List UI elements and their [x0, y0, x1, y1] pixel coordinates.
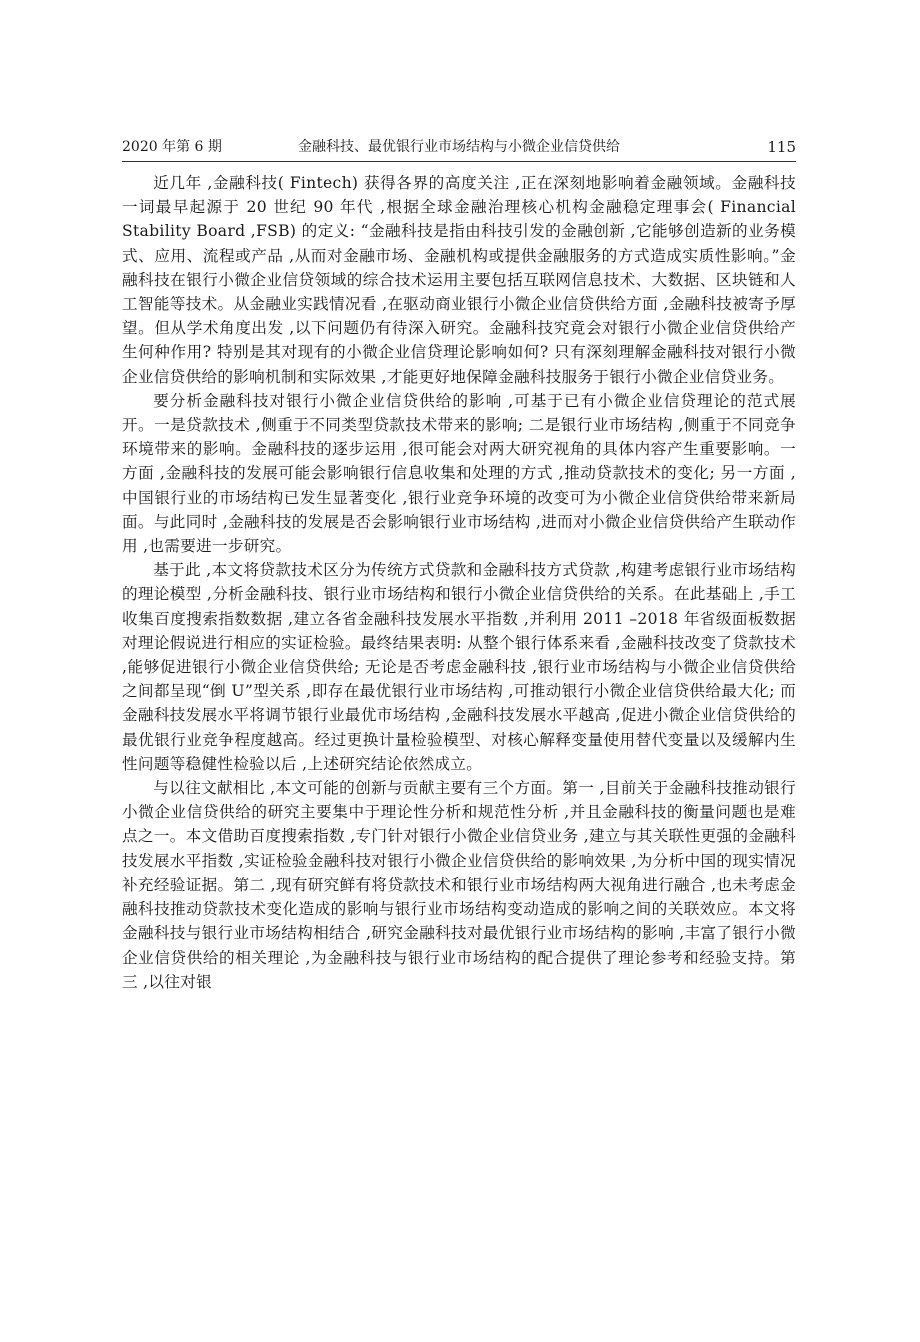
paragraph-1: 近几年 ,金融科技( Fintech) 获得各界的高度关注 ,正在深刻地影响着金融领域。金融科技一词最早起源于 20 世纪 90 年代 ,根据全球金融治理核心机构金融稳定理事会( Financial Stability Board ,FSB) 的定义: “金融科技是指由科技引发的金融创新 ,它能够创造新的业务模式、应用、流程或产品 ,从而对金融市场、金融机构或提供金融服务的方式造成实质性影响。”金融科技在银行小微企业信贷领域的综合技术运用主要包括互联网信息技术、大数据、区块链和人工智能等技术。从金融业实践情况看 ,在驱动商业银行小微企业信贷供给方面 ,金融科技被寄予厚望。但从学术角度出发 ,以下问题仍有待深入研究。金融科技究竟会对银行小微企业信贷供给产生何种作用? 特别是其对现有的小微企业信贷理论影响如何? 只有深刻理解金融科技对银行小微企业信贷供给的影响机制和实际效果 ,才能更好地保障金融科技服务于银行小微企业信贷业务。 [122, 174, 796, 386]
paragraph-4: 与以往文献相比 ,本文可能的创新与贡献主要有三个方面。第一 ,目前关于金融科技推动银行小微企业信贷供给的研究主要集中于理论性分析和规范性分析 ,并且金融科技的衡量问题也是难点之一。本文借助百度搜索指数 ,专门针对银行小微企业信贷业务 ,建立与其关联性更强的金融科技发展水平指数 ,实证检验金融科技对银行小微企业信贷供给的影响效果 ,为分析中国的现实情况补充经验证据。第二 ,现有研究鲜有将贷款技术和银行业市场结构两大视角进行融合 ,也未考虑金融科技推动贷款技术变化造成的影响与银行业市场结构变动造成的影响之间的关联效应。本文将金融科技与银行业市场结构相结合 ,研究金融科技对最优银行业市场结构的影响 ,丰富了银行小微企业信贷供给的相关理论 ,为金融科技与银行业市场结构的配合提供了理论参考和经验支持。第三 ,以往对银 [122, 779, 796, 991]
running-title: 金融科技、最优银行业市场结构与小微企业信贷供给 [298, 139, 620, 155]
page-number: 115 [767, 138, 796, 156]
running-header [122, 137, 796, 162]
paragraph-2: 要分析金融科技对银行小微企业信贷供给的影响 ,可基于已有小微企业信贷理论的范式展开。一是贷款技术 ,侧重于不同类型贷款技术带来的影响; 二是银行业市场结构 ,侧重于不同竞争环境带来的影响。金融科技的逐步运用 ,很可能会对两大研究视角的具体内容产生重要影响。一方面 ,金融科技的发展可能会影响银行信息收集和处理的方式 ,推动贷款技术的变化; 另一方面 ,中国银行业的市场结构已发生显著变化 ,银行业竞争环境的改变可为小微企业信贷供给带来新局面。与此同时 ,金融科技的发展是否会影响银行业市场结构 ,进而对小微企业信贷供给产生联动作用 ,也需要进一步研究。 [122, 391, 796, 556]
article-body [122, 171, 796, 994]
paragraph-3: 基于此 ,本文将贷款技术区分为传统方式贷款和金融科技方式贷款 ,构建考虑银行业市场结构的理论模型 ,分析金融科技、银行业市场结构和银行小微企业信贷供给的关系。在此基础上 ,手工收集百度搜索指数数据 ,建立各省金融科技发展水平指数 ,并利用 2011 –2018 年省级面板数据对理论假说进行相应的实证检验。最终结果表明: 从整个银行体系来看 ,金融科技改变了贷款技术 ,能够促进银行小微企业信贷供给; 无论是否考虑金融科技 ,银行业市场结构与小微企业信贷供给之间都呈现“倒 U”型关系 ,即存在最优银行业市场结构 ,可推动银行小微企业信贷供给最大化; 而金融科技发展水平将调节银行业最优市场结构 ,金融科技发展水平越高 ,促进小微企业信贷供给的最优银行业竞争程度越高。经过更换计量检验模型、对核心解释变量使用替代变量以及缓解内生性问题等稳健性检验以后 ,上述研究结论依然成立。 [122, 561, 796, 773]
journal-issue: 2020 年第 6 期 [122, 139, 222, 155]
